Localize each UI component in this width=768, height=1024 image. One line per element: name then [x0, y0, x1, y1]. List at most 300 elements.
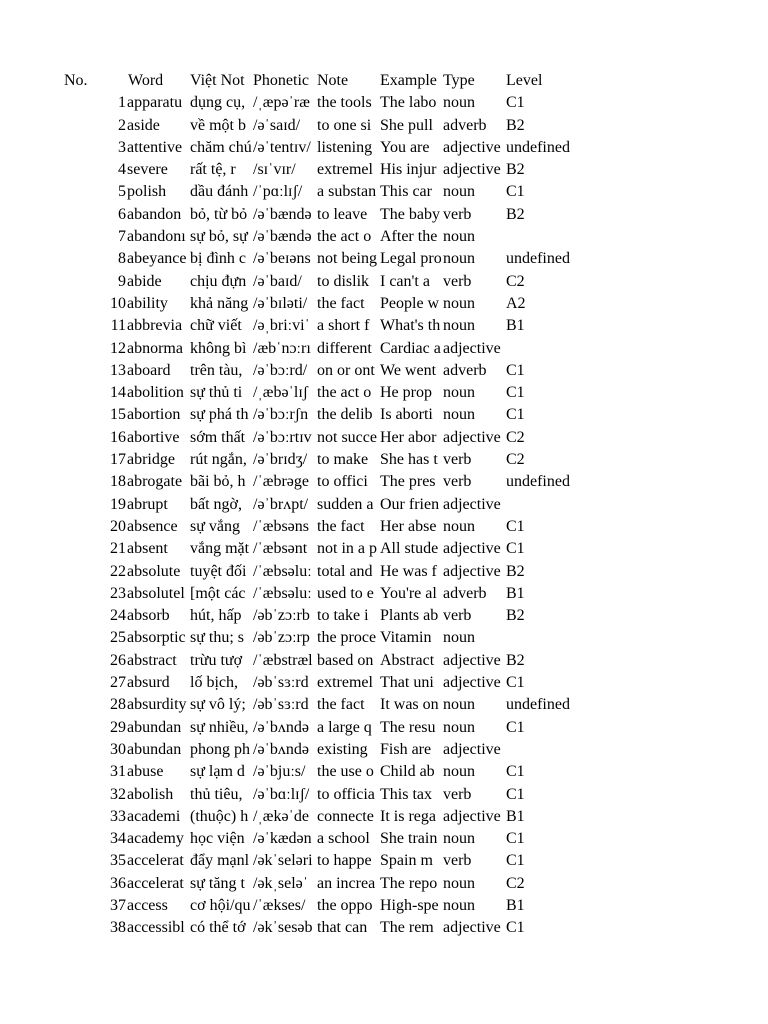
cell-level: C1 [506, 94, 525, 112]
cell-example: That uni [380, 674, 434, 692]
cell-viet-note: vắng mặt [190, 540, 250, 558]
table-row [0, 627, 768, 649]
cell-type: noun [443, 830, 475, 848]
table-row [0, 92, 768, 114]
cell-note: existing [317, 740, 368, 758]
cell-no: 19 [110, 495, 126, 513]
cell-level: B1 [506, 317, 525, 335]
cell-type: adjective [443, 540, 501, 558]
table-row [0, 873, 768, 895]
cell-no: 20 [110, 517, 126, 535]
table-row [0, 516, 768, 538]
cell-level: B2 [506, 205, 525, 223]
cell-level: C1 [506, 183, 525, 201]
cell-example: Spain m [380, 852, 433, 870]
cell-no: 9 [118, 272, 126, 290]
cell-example: Legal pro [380, 250, 442, 268]
cell-level: A2 [506, 294, 526, 312]
cell-note: used to e [317, 584, 374, 602]
table-row [0, 672, 768, 694]
cell-note: extremel [317, 674, 373, 692]
cell-level: C2 [506, 428, 525, 446]
cell-word: abeyance [127, 250, 187, 268]
cell-phonetic: /əˈsaɪd/ [253, 116, 301, 134]
cell-viet-note: bỏ, từ bỏ [190, 205, 248, 223]
cell-word: abolition [127, 384, 184, 402]
cell-note: to offici [317, 473, 368, 491]
cell-word: accelerat [127, 852, 184, 870]
cell-viet-note: tuyệt đối [190, 562, 247, 580]
cell-example: The rem [380, 919, 434, 937]
cell-viet-note: sự nhiều, [190, 718, 249, 736]
cell-no: 23 [110, 584, 126, 602]
cell-example: High-spe [380, 896, 439, 914]
cell-no: 34 [110, 830, 126, 848]
cell-type: noun [443, 250, 475, 268]
cell-word: abundan [127, 718, 182, 736]
cell-type: adjective [443, 562, 501, 580]
cell-level: B2 [506, 651, 525, 669]
cell-viet-note: chịu đựn [190, 272, 247, 290]
table-row [0, 360, 768, 382]
cell-level: B1 [506, 896, 525, 914]
cell-phonetic: /əkˈsesəb [253, 919, 313, 937]
table-row [0, 159, 768, 181]
cell-phonetic: /əˈbændə [253, 228, 312, 246]
cell-example: After the [380, 228, 438, 246]
cell-level [506, 338, 626, 360]
cell-phonetic: /əkˌseləˈ [253, 874, 309, 892]
table-row [0, 382, 768, 404]
cell-type: noun [443, 763, 475, 781]
cell-word: academi [127, 807, 181, 825]
cell-type: adjective [443, 919, 501, 937]
cell-viet-note: sự bỏ, sự [190, 228, 248, 246]
cell-type: adjective [443, 339, 501, 357]
cell-phonetic: /sɪˈvɪr/ [253, 161, 296, 179]
cell-level: B2 [506, 116, 525, 134]
cell-type: adjective [443, 807, 501, 825]
cell-level: B2 [506, 161, 525, 179]
cell-type: adjective [443, 428, 501, 446]
header-phonetic: Phonetic [253, 72, 309, 89]
cell-note: a large q [317, 718, 372, 736]
cell-no: 7 [118, 228, 126, 246]
cell-level [506, 226, 626, 248]
cell-word: abrupt [127, 495, 168, 513]
cell-level: C1 [506, 919, 525, 937]
cell-type: verb [443, 451, 472, 469]
cell-level: undefined [506, 696, 570, 714]
cell-no: 30 [110, 740, 126, 758]
cell-no: 15 [110, 406, 126, 424]
cell-word: absolutel [127, 584, 185, 602]
header-type: Type [443, 72, 475, 89]
cell-level: C1 [506, 517, 525, 535]
cell-phonetic: /əˈtentɪv/ [253, 138, 311, 156]
cell-viet-note: [một các [190, 584, 246, 602]
cell-word: absorb [127, 607, 170, 625]
cell-note: to take i [317, 607, 369, 625]
cell-no: 25 [110, 629, 126, 647]
cell-type: adjective [443, 651, 501, 669]
cell-viet-note: hút, hấp [190, 607, 242, 625]
cell-note: different [317, 339, 372, 357]
cell-note: the use o [317, 763, 374, 781]
cell-phonetic: /əˈbʌndə [253, 718, 309, 736]
cell-word: severe [127, 161, 168, 179]
table-row [0, 427, 768, 449]
cell-type: noun [443, 183, 475, 201]
cell-note: to make [317, 451, 369, 469]
cell-example: Cardiac a [380, 339, 441, 357]
cell-note: the proce [317, 629, 377, 647]
table-row [0, 449, 768, 471]
cell-no: 5 [118, 183, 126, 201]
cell-phonetic: /əˈkædən [253, 830, 312, 848]
cell-no: 33 [110, 807, 126, 825]
cell-phonetic: /əˈbrʌpt/ [253, 495, 309, 513]
cell-word: academy [127, 830, 184, 848]
cell-phonetic: /ˈæbsəns [253, 517, 309, 535]
cell-phonetic: /əbˈzɔːrp [253, 629, 310, 647]
cell-note: the fact [317, 517, 365, 535]
cell-note: an increa [317, 874, 376, 892]
cell-level: C2 [506, 874, 525, 892]
cell-phonetic: /əˈbɪləti/ [253, 294, 308, 312]
cell-word: absent [127, 540, 168, 558]
cell-type: adjective [443, 138, 501, 156]
cell-word: aboard [127, 361, 171, 379]
cell-example: He prop [380, 384, 432, 402]
cell-level: C1 [506, 852, 525, 870]
cell-example: Her abse [380, 517, 437, 535]
cell-example: Her abor [380, 428, 437, 446]
cell-note: sudden a [317, 495, 374, 513]
cell-example: I can't a [380, 272, 430, 290]
cell-level: C1 [506, 763, 525, 781]
cell-word: abandon [127, 205, 182, 223]
header-word: Word [128, 72, 164, 89]
table-row [0, 806, 768, 828]
cell-level: undefined [506, 250, 570, 268]
cell-viet-note: bãi bỏ, h [190, 473, 246, 491]
cell-phonetic: /ˈæbrəge [253, 473, 309, 491]
cell-note: connecte [317, 807, 374, 825]
cell-example: The baby [380, 205, 440, 223]
table-row [0, 494, 768, 516]
cell-example: The pres [380, 473, 436, 491]
cell-viet-note: dụng cụ, [190, 94, 246, 112]
cell-word: absorptic [127, 629, 186, 647]
cell-note: that can [317, 919, 368, 937]
cell-no: 36 [110, 874, 126, 892]
cell-no: 27 [110, 674, 126, 692]
cell-note: to officia [317, 785, 375, 803]
cell-viet-note: phong ph [190, 740, 250, 758]
cell-no: 14 [110, 384, 126, 402]
cell-no: 28 [110, 696, 126, 714]
cell-word: abbrevia [127, 317, 183, 335]
vocabulary-rows [0, 92, 768, 939]
cell-phonetic: /əbˈzɔːrb [253, 607, 310, 625]
cell-type: verb [443, 205, 472, 223]
cell-word: access [127, 896, 168, 914]
cell-phonetic: /ˈæbsənt [253, 540, 308, 558]
cell-phonetic: /əˈbændə [253, 205, 312, 223]
cell-phonetic: /ˈæbsəluː [253, 584, 312, 602]
table-row [0, 828, 768, 850]
cell-phonetic: /əˈbrɪdʒ/ [253, 451, 308, 469]
cell-example: She train [380, 830, 438, 848]
cell-no: 31 [110, 763, 126, 781]
cell-example: It was on [380, 696, 439, 714]
table-row [0, 181, 768, 203]
cell-type: noun [443, 94, 475, 112]
cell-no: 21 [110, 540, 126, 558]
cell-phonetic: /ˌæpəˈræ [253, 94, 310, 112]
cell-type: verb [443, 852, 472, 870]
cell-level: undefined [506, 473, 570, 491]
cell-example: She has t [380, 451, 438, 469]
cell-phonetic: /əkˈseləri [253, 852, 313, 870]
header-note: Note [317, 72, 349, 89]
cell-viet-note: sự vắng [190, 517, 240, 535]
cell-no: 29 [110, 718, 126, 736]
cell-level: C1 [506, 361, 525, 379]
cell-example: You are [380, 138, 430, 156]
table-row [0, 694, 768, 716]
cell-phonetic: /ˈpɑːlɪʃ/ [253, 183, 303, 201]
cell-example: Vitamin [380, 629, 432, 647]
cell-level: C1 [506, 406, 525, 424]
cell-phonetic: /əˈbʌndə [253, 740, 309, 758]
cell-word: abridge [127, 451, 175, 469]
cell-no: 37 [110, 896, 126, 914]
cell-word: accessibl [127, 919, 185, 937]
table-row [0, 204, 768, 226]
cell-type: adjective [443, 674, 501, 692]
cell-viet-note: khả năng [190, 294, 249, 312]
table-row [0, 293, 768, 315]
cell-word: abolish [127, 785, 174, 803]
cell-viet-note: rất tệ, r [190, 161, 236, 179]
cell-viet-note: sự tăng t [190, 874, 245, 892]
cell-phonetic: /əˈbaɪd/ [253, 272, 302, 290]
table-row [0, 561, 768, 583]
cell-phonetic: /əˈbɔːrʃn [253, 406, 309, 424]
cell-no: 26 [110, 651, 126, 669]
cell-viet-note: học viện [190, 830, 245, 848]
table-row [0, 739, 768, 761]
cell-type: noun [443, 696, 475, 714]
cell-type: noun [443, 294, 475, 312]
cell-note: the act o [317, 228, 372, 246]
cell-viet-note: về một b [190, 116, 246, 134]
cell-note: a substan [317, 183, 377, 201]
cell-type: adjective [443, 161, 501, 179]
cell-example: We went [380, 361, 437, 379]
cell-viet-note: (thuộc) h [190, 807, 249, 825]
cell-viet-note: trên tàu, [190, 361, 243, 379]
cell-note: the delib [317, 406, 373, 424]
cell-word: abortive [127, 428, 180, 446]
cell-type: noun [443, 718, 475, 736]
cell-no: 17 [110, 451, 126, 469]
cell-type: verb [443, 473, 472, 491]
cell-viet-note: sự phá th [190, 406, 249, 424]
cell-word: abnorma [127, 339, 183, 357]
cell-level [506, 494, 626, 516]
cell-word: abortion [127, 406, 181, 424]
table-row [0, 605, 768, 627]
table-row [0, 271, 768, 293]
cell-viet-note: chữ viết [190, 317, 242, 335]
cell-type: noun [443, 384, 475, 402]
cell-type: verb [443, 272, 472, 290]
cell-note: the fact [317, 696, 365, 714]
cell-no: 35 [110, 852, 126, 870]
table-row [0, 761, 768, 783]
cell-viet-note: bất ngờ, [190, 495, 243, 513]
cell-word: polish [127, 183, 167, 201]
cell-example: She pull [380, 116, 433, 134]
cell-no: 16 [110, 428, 126, 446]
cell-word: abrogate [127, 473, 183, 491]
cell-viet-note: rút ngắn, [190, 451, 247, 469]
cell-example: His injur [380, 161, 437, 179]
cell-word: aside [127, 116, 160, 134]
cell-no: 32 [110, 785, 126, 803]
cell-no: 1 [118, 94, 126, 112]
cell-note: extremel [317, 161, 373, 179]
cell-example: All stude [380, 540, 439, 558]
cell-level: B2 [506, 562, 525, 580]
cell-viet-note: sự thủ ti [190, 384, 243, 402]
cell-example: It is rega [380, 807, 436, 825]
cell-note: not being [317, 250, 377, 268]
cell-viet-note: sự vô lý; [190, 696, 246, 714]
cell-note: to happe [317, 852, 372, 870]
cell-no: 18 [110, 473, 126, 491]
cell-no: 8 [118, 250, 126, 268]
cell-note: to dislik [317, 272, 370, 290]
cell-phonetic: /əbˈsɜːrd [253, 696, 309, 714]
cell-level: C1 [506, 674, 525, 692]
table-row [0, 538, 768, 560]
cell-phonetic: /əˈbɔːrtɪv [253, 428, 312, 446]
cell-example: The repo [380, 874, 438, 892]
cell-viet-note: chăm chú [190, 138, 252, 156]
cell-example: Child ab [380, 763, 435, 781]
cell-note: the act o [317, 384, 372, 402]
cell-example: This tax [380, 785, 432, 803]
cell-level: C1 [506, 785, 525, 803]
cell-note: the oppo [317, 896, 373, 914]
cell-note: to leave [317, 205, 368, 223]
cell-phonetic: /əˈbjuːs/ [253, 763, 306, 781]
cell-word: apparatu [127, 94, 183, 112]
cell-phonetic: /ˈæbsəluː [253, 562, 312, 580]
cell-example: He was f [380, 562, 437, 580]
table-row [0, 338, 768, 360]
cell-word: abandonı [127, 228, 186, 246]
cell-phonetic: /ˌækəˈde [253, 807, 309, 825]
cell-word: absence [127, 517, 178, 535]
cell-level [506, 627, 626, 649]
cell-note: the fact [317, 294, 365, 312]
cell-word: attentive [127, 138, 183, 156]
cell-type: verb [443, 785, 472, 803]
cell-example: People w [380, 294, 440, 312]
table-row [0, 583, 768, 605]
cell-no: 24 [110, 607, 126, 625]
cell-viet-note: bị đình c [190, 250, 246, 268]
table-row [0, 248, 768, 270]
cell-no: 4 [118, 161, 126, 179]
cell-phonetic: /əˈbeɪəns [253, 250, 311, 268]
cell-viet-note: không bì [190, 339, 247, 357]
cell-no: 22 [110, 562, 126, 580]
cell-type: noun [443, 228, 475, 246]
table-row [0, 115, 768, 137]
cell-no: 2 [118, 116, 126, 134]
cell-word: accelerat [127, 874, 184, 892]
cell-no: 10 [110, 294, 126, 312]
cell-word: absurd [127, 674, 170, 692]
cell-example: Our frien [380, 495, 440, 513]
cell-phonetic: /əˈbɑːlɪʃ/ [253, 785, 310, 803]
cell-note: a short f [317, 317, 370, 335]
cell-type: verb [443, 607, 472, 625]
cell-phonetic: /əˌbriːviˈ [253, 317, 310, 335]
cell-level: C1 [506, 540, 525, 558]
cell-type: noun [443, 896, 475, 914]
cell-viet-note: sớm thất [190, 428, 246, 446]
table-row [0, 895, 768, 917]
table-row [0, 226, 768, 248]
cell-word: absurdity [127, 696, 187, 714]
cell-level: B1 [506, 584, 525, 602]
cell-word: ability [127, 294, 168, 312]
cell-note: the tools [317, 94, 372, 112]
cell-viet-note: đẩy mạnl [190, 852, 250, 870]
cell-level: undefined [506, 138, 570, 156]
cell-word: abide [127, 272, 162, 290]
cell-phonetic: /ˈæbstræl [253, 651, 313, 669]
cell-type: noun [443, 317, 475, 335]
cell-example: This car [380, 183, 432, 201]
table-row [0, 650, 768, 672]
cell-no: 12 [110, 339, 126, 357]
table-row [0, 471, 768, 493]
cell-example: The resu [380, 718, 436, 736]
cell-word: abuse [127, 763, 164, 781]
cell-type: noun [443, 406, 475, 424]
cell-viet-note: cơ hội/qu [190, 896, 251, 914]
cell-example: Is aborti [380, 406, 433, 424]
cell-word: abstract [127, 651, 177, 669]
table-row [0, 404, 768, 426]
cell-type: adjective [443, 495, 501, 513]
cell-example: What's th [380, 317, 441, 335]
cell-type: adjective [443, 740, 501, 758]
cell-no: 13 [110, 361, 126, 379]
cell-no: 11 [110, 317, 126, 335]
cell-no: 6 [118, 205, 126, 223]
cell-example: Fish are [380, 740, 432, 758]
cell-note: based on [317, 651, 374, 669]
